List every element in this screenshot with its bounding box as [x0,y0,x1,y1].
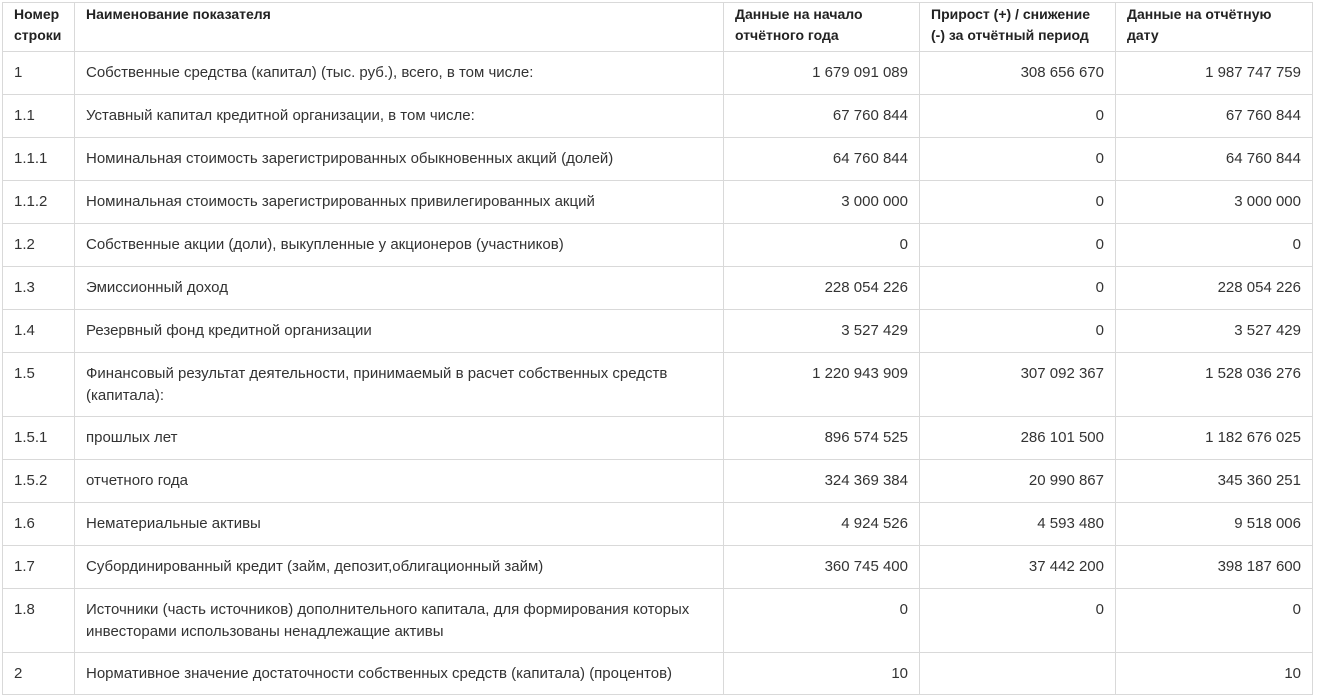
indicator-cell: Собственные акции (доли), выкупленные у акционеров (участников) [75,224,724,267]
indicator-cell: Нормативное значение достаточности собственных средств (капитала) (процентов) [75,653,724,695]
table-row [3,460,1313,503]
table-row [3,310,1313,353]
end-value-cell: 228 054 226 [1116,267,1313,310]
change-value-cell: 0 [920,310,1116,353]
start-value-cell: 3 000 000 [724,181,920,224]
indicator-cell: отчетного года [75,460,724,503]
header-start-of-year: Данные на начало отчётного года [724,3,920,52]
change-value-cell: 0 [920,224,1116,267]
end-value-cell: 3 527 429 [1116,310,1313,353]
indicator-cell: Резервный фонд кредитной организации [75,310,724,353]
header-row [3,3,1313,52]
row-number-cell: 1.7 [3,546,75,589]
change-value-cell [920,653,1116,695]
change-value-cell: 308 656 670 [920,52,1116,95]
end-value-cell: 9 518 006 [1116,503,1313,546]
start-value-cell: 896 574 525 [724,417,920,460]
header-change: Прирост (+) / снижение (-) за отчётный период [920,3,1116,52]
change-value-cell: 37 442 200 [920,546,1116,589]
indicator-cell: Субординированный кредит (займ, депозит,облигационный займ) [75,546,724,589]
indicator-cell: прошлых лет [75,417,724,460]
row-number-cell: 1.8 [3,589,75,653]
change-value-cell: 0 [920,95,1116,138]
end-value-cell: 398 187 600 [1116,546,1313,589]
indicator-cell: Нематериальные активы [75,503,724,546]
row-number-cell: 1.1 [3,95,75,138]
table-row [3,224,1313,267]
row-number-cell: 1.6 [3,503,75,546]
end-value-cell: 3 000 000 [1116,181,1313,224]
table-row [3,52,1313,95]
start-value-cell: 228 054 226 [724,267,920,310]
start-value-cell: 1 679 091 089 [724,52,920,95]
table-row [3,353,1313,417]
table-row [3,181,1313,224]
end-value-cell: 0 [1116,224,1313,267]
end-value-cell: 64 760 844 [1116,138,1313,181]
indicator-cell: Собственные средства (капитал) (тыс. руб.), всего, в том числе: [75,52,724,95]
table-header [3,3,1313,52]
start-value-cell: 324 369 384 [724,460,920,503]
row-number-cell: 1.4 [3,310,75,353]
change-value-cell: 307 092 367 [920,353,1116,417]
change-value-cell: 0 [920,589,1116,653]
row-number-cell: 1 [3,52,75,95]
change-value-cell: 286 101 500 [920,417,1116,460]
row-number-cell: 2 [3,653,75,695]
table-row [3,417,1313,460]
row-number-cell: 1.2 [3,224,75,267]
start-value-cell: 1 220 943 909 [724,353,920,417]
end-value-cell: 1 528 036 276 [1116,353,1313,417]
start-value-cell: 360 745 400 [724,546,920,589]
indicator-cell: Финансовый результат деятельности, принимаемый в расчет собственных средств (капитала): [75,353,724,417]
change-value-cell: 4 593 480 [920,503,1116,546]
start-value-cell: 3 527 429 [724,310,920,353]
indicator-cell: Номинальная стоимость зарегистрированных привилегированных акций [75,181,724,224]
table-row [3,653,1313,695]
start-value-cell: 0 [724,224,920,267]
indicator-cell: Источники (часть источников) дополнительного капитала, для формирования которых инвесторами использованы ненадлежащие активы [75,589,724,653]
table-row [3,267,1313,310]
table-row [3,95,1313,138]
row-number-cell: 1.5 [3,353,75,417]
indicator-cell: Номинальная стоимость зарегистрированных обыкновенных акций (долей) [75,138,724,181]
end-value-cell: 10 [1116,653,1313,695]
header-reporting-date: Данные на отчётную дату [1116,3,1313,52]
end-value-cell: 67 760 844 [1116,95,1313,138]
row-number-cell: 1.1.2 [3,181,75,224]
start-value-cell: 0 [724,589,920,653]
header-row-number: Номер строки [3,3,75,52]
start-value-cell: 4 924 526 [724,503,920,546]
row-number-cell: 1.5.2 [3,460,75,503]
end-value-cell: 0 [1116,589,1313,653]
change-value-cell: 0 [920,138,1116,181]
row-number-cell: 1.5.1 [3,417,75,460]
change-value-cell: 0 [920,267,1116,310]
table-row [3,589,1313,653]
change-value-cell: 20 990 867 [920,460,1116,503]
table-body [3,52,1313,695]
indicator-cell: Уставный капитал кредитной организации, в том числе: [75,95,724,138]
table-row [3,546,1313,589]
indicator-cell: Эмиссионный доход [75,267,724,310]
end-value-cell: 1 182 676 025 [1116,417,1313,460]
change-value-cell: 0 [920,181,1116,224]
end-value-cell: 345 360 251 [1116,460,1313,503]
table-row [3,503,1313,546]
start-value-cell: 64 760 844 [724,138,920,181]
row-number-cell: 1.1.1 [3,138,75,181]
capital-report-table [2,2,1313,695]
row-number-cell: 1.3 [3,267,75,310]
table-row [3,138,1313,181]
start-value-cell: 67 760 844 [724,95,920,138]
end-value-cell: 1 987 747 759 [1116,52,1313,95]
start-value-cell: 10 [724,653,920,695]
header-indicator: Наименование показателя [75,3,724,52]
